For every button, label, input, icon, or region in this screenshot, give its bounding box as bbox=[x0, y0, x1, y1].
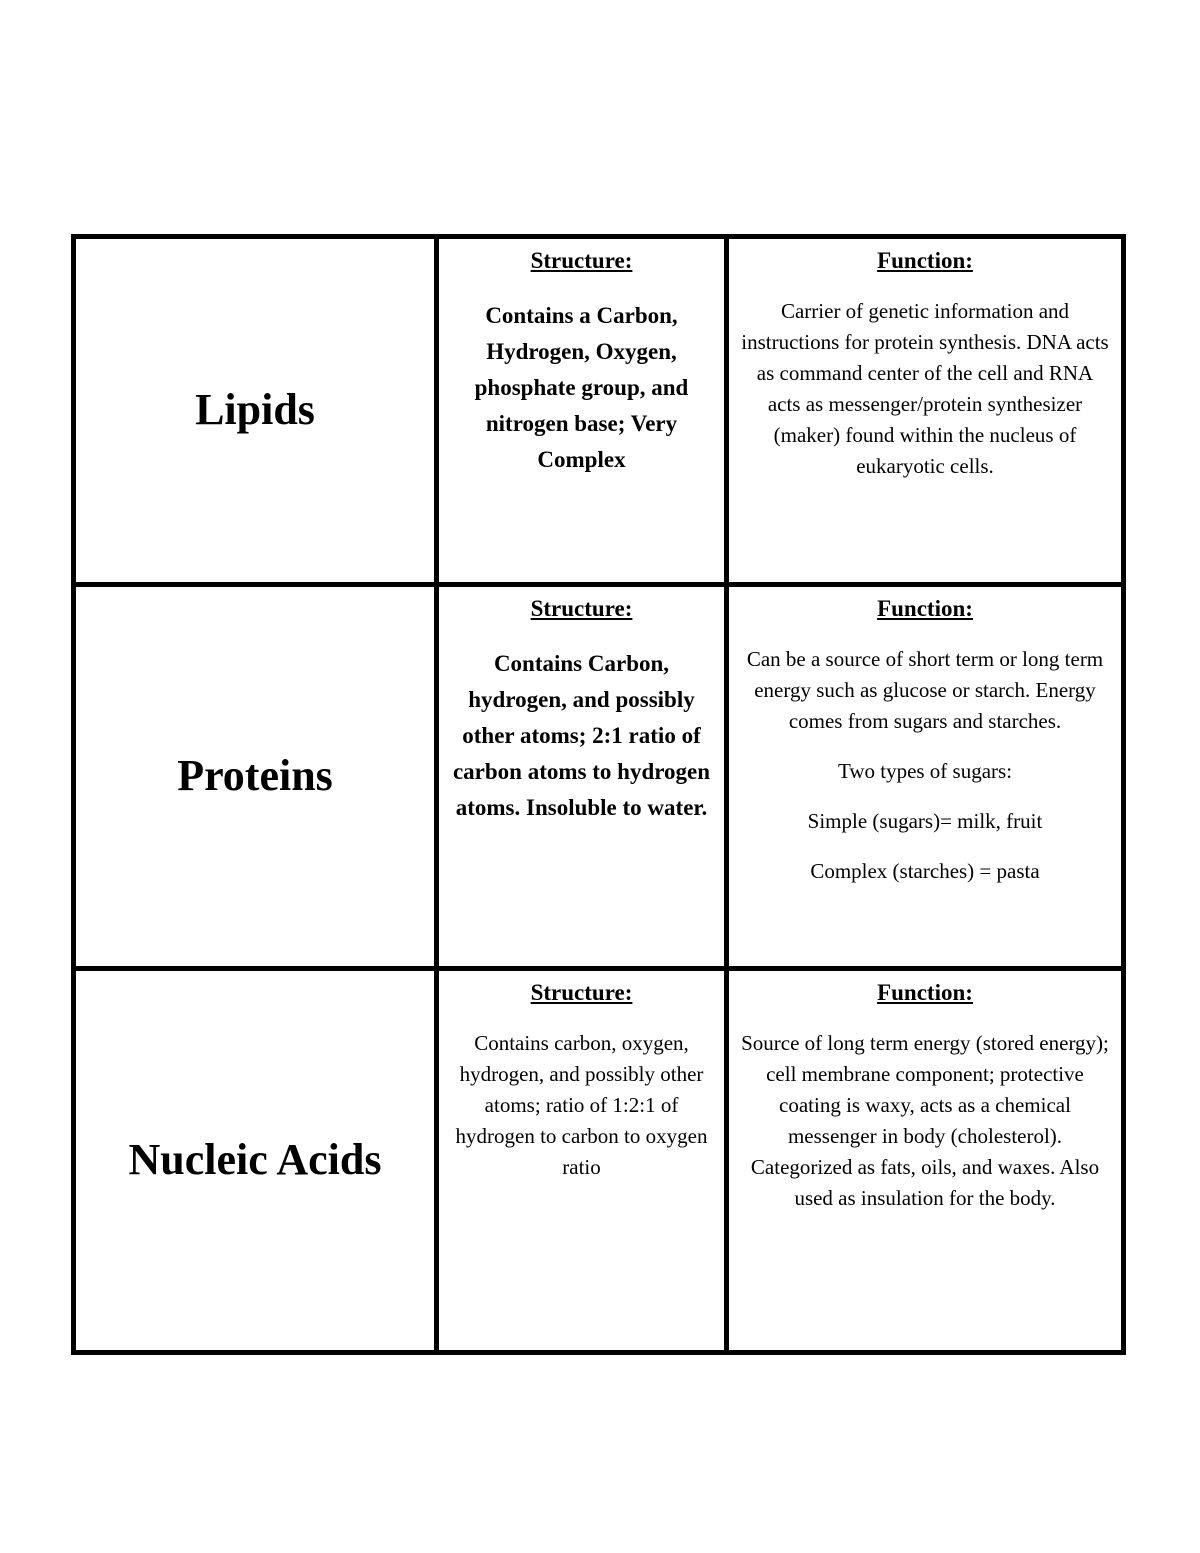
structure-cell bbox=[437, 237, 727, 585]
structure-text: Contains a Carbon, Hydrogen, Oxygen, phosphate group, and nitrogen base; Very Complex bbox=[474, 303, 689, 472]
function-text bbox=[729, 1028, 1121, 1214]
structure-text: Contains carbon, oxygen, hydrogen, and possibly other atoms; ratio of 1:2:1 of hydrogen to carbon to oxygen ratio bbox=[455, 1031, 708, 1179]
table-row bbox=[74, 969, 1124, 1353]
function-heading: Function: bbox=[877, 248, 973, 273]
function-paragraph: Simple (sugars)= milk, fruit bbox=[807, 809, 1043, 833]
structure-cell bbox=[437, 585, 727, 969]
macromolecule-table bbox=[71, 234, 1126, 1355]
structure-text: Contains Carbon, hydrogen, and possibly other atoms; 2:1 ratio of carbon atoms to hydrogen atoms. Insoluble to water. bbox=[452, 651, 711, 820]
name-cell bbox=[74, 237, 437, 585]
name-cell bbox=[74, 585, 437, 969]
function-paragraph: Can be a source of short term or long term energy such as glucose or starch. Energy comes from sugars and starches. bbox=[746, 647, 1104, 733]
structure-cell bbox=[437, 969, 727, 1353]
structure-heading: Structure: bbox=[530, 596, 633, 621]
function-text bbox=[729, 644, 1121, 887]
structure-heading: Structure: bbox=[530, 248, 633, 273]
molecule-name: Nucleic Acids bbox=[128, 1135, 382, 1185]
function-paragraph: Carrier of genetic information and instructions for protein synthesis. DNA acts as command center of the cell and RNA acts as messenger/protein synthesizer (maker) found within the nucleus of eukaryotic cells. bbox=[741, 299, 1109, 478]
table-row bbox=[74, 585, 1124, 969]
function-paragraph: Complex (starches) = pasta bbox=[810, 859, 1040, 883]
name-cell bbox=[74, 969, 437, 1353]
function-paragraph: Two types of sugars: bbox=[837, 759, 1013, 783]
structure-heading: Structure: bbox=[530, 980, 633, 1005]
molecule-name: Proteins bbox=[177, 751, 333, 801]
molecule-name: Lipids bbox=[195, 385, 315, 435]
function-text bbox=[729, 296, 1121, 482]
function-cell bbox=[727, 237, 1124, 585]
function-cell bbox=[727, 969, 1124, 1353]
function-heading: Function: bbox=[877, 596, 973, 621]
function-paragraph: Source of long term energy (stored energy); cell membrane component; protective coating is waxy, acts as a chemical messenger in body (cholesterol). Categorized as fats, oils, and waxes. Also used as insulation for the body. bbox=[741, 1031, 1109, 1210]
table-row bbox=[74, 237, 1124, 585]
function-heading: Function: bbox=[877, 980, 973, 1005]
function-cell bbox=[727, 585, 1124, 969]
